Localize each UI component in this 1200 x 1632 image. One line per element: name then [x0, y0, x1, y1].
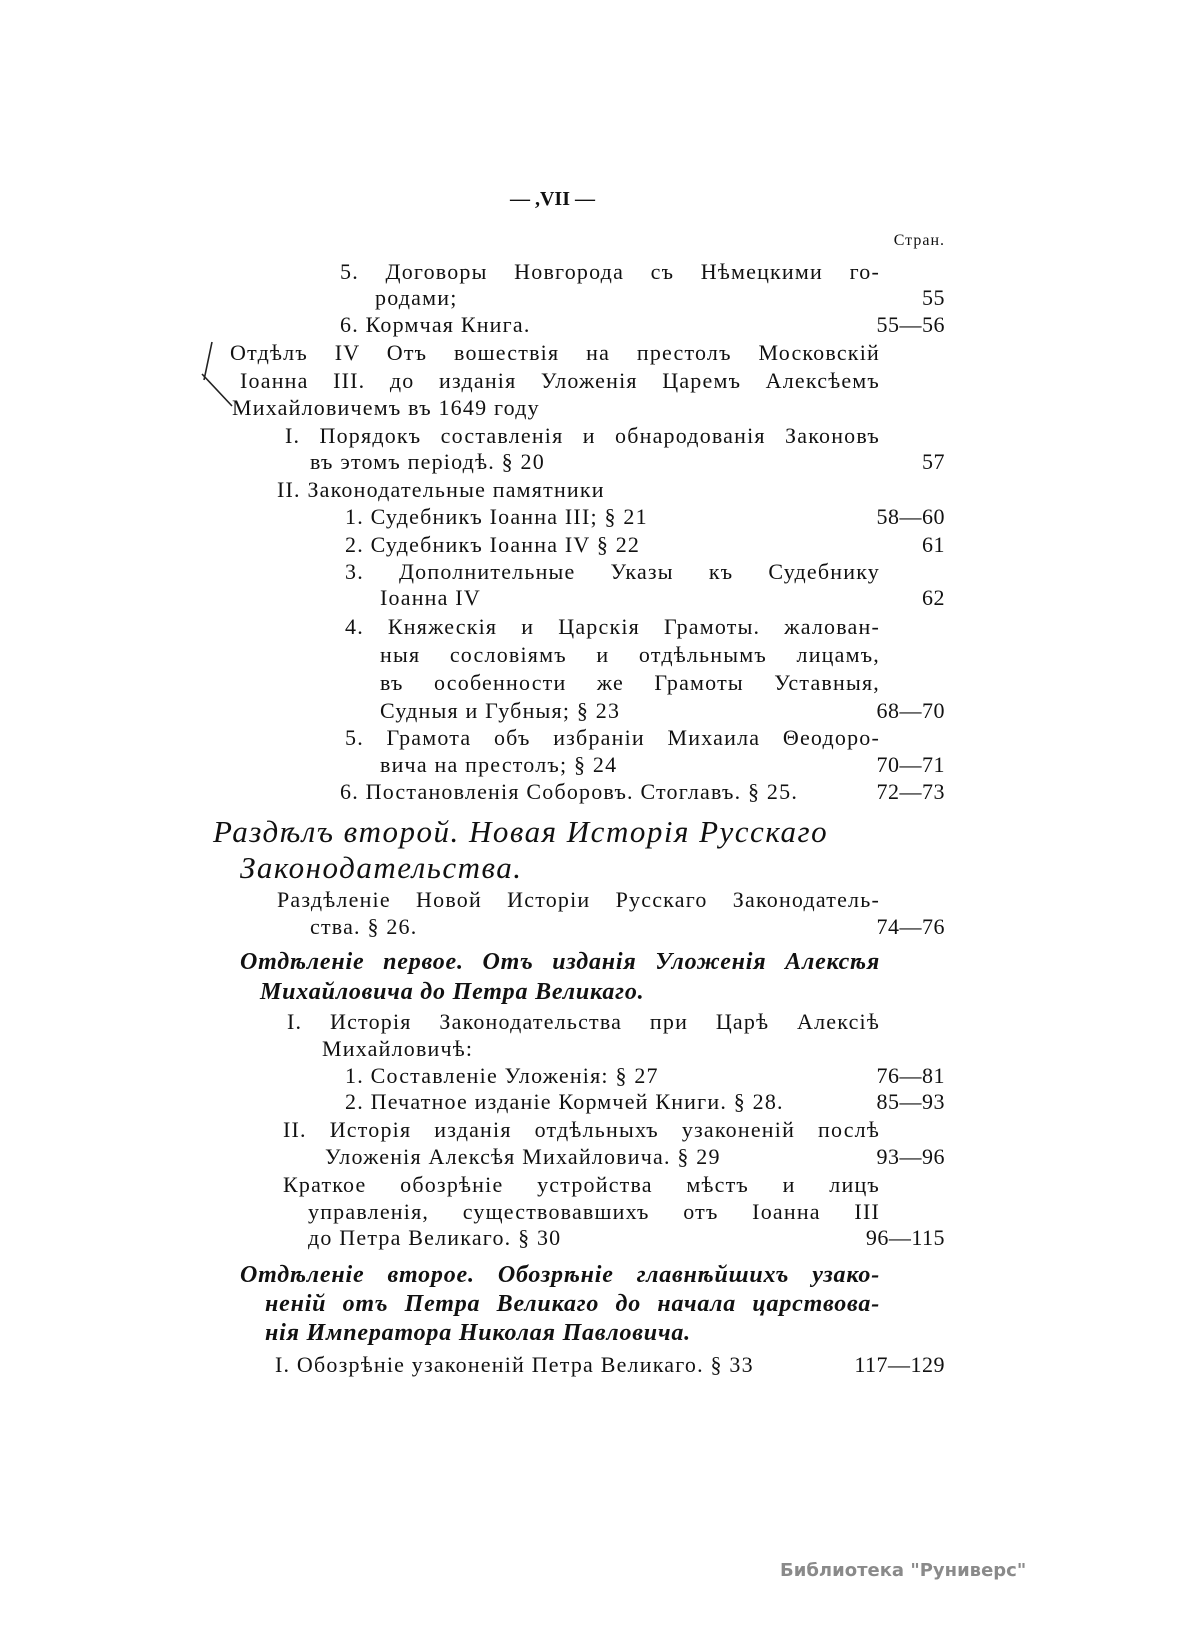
toc-line: Іоанна III. до изданія Уложенія Царемъ Алексѣемъ — [240, 368, 880, 393]
toc-line: 2. Судебникъ Іоанна IV § 22 — [345, 532, 641, 557]
toc-line: 5. Договоры Новгорода съ Нѣмецкими го- — [340, 259, 880, 284]
toc-line: родами; — [375, 285, 458, 310]
toc-page: 70—71 — [876, 752, 945, 777]
toc-page: 96—115 — [865, 1225, 945, 1250]
toc-line: Михайловичѣ: — [322, 1036, 474, 1061]
toc-line: Іоанна IV — [380, 585, 481, 610]
page-number-header: — ,VII — — [509, 188, 595, 210]
toc-page: 55—56 — [876, 312, 945, 337]
toc-line: управленія, существовавшихъ отъ Іоанна III — [308, 1199, 880, 1224]
toc-page: 72—73 — [876, 779, 945, 804]
toc-line: II. Законодательные памятники — [277, 477, 605, 502]
toc-line: 4. Княжескія и Царскія Грамоты. жалован- — [345, 614, 880, 639]
toc-line: 1. Судебникъ Іоанна III; § 21 — [345, 504, 648, 529]
toc-line: ства. § 26. — [310, 914, 418, 939]
toc-line: 6. Кормчая Книга. — [340, 312, 531, 337]
toc-line: 3. Дополнительные Указы къ Судебнику — [345, 559, 880, 584]
toc-line: до Петра Великаго. § 30 — [308, 1225, 562, 1250]
toc-line: въ особенности же Грамоты Уставныя, — [380, 670, 880, 695]
toc-line: I. Порядокъ составленія и обнародованія Законовъ — [285, 423, 880, 448]
toc-line: 6. Постановленія Соборовъ. Стоглавъ. § 25. — [340, 779, 799, 804]
toc-page: 61 — [922, 532, 945, 557]
toc-line: Раздѣленіе Новой Исторіи Русскаго Законодатель- — [277, 887, 880, 912]
toc-line: Михайловичемъ въ 1649 году — [232, 395, 540, 420]
toc-page: 74—76 — [876, 914, 945, 939]
toc-line: 5. Грамота объ избраніи Михаила Θеодоро- — [345, 725, 880, 750]
section-heading: Раздѣлъ второй. Новая Исторія Русскаго — [213, 814, 829, 849]
toc-page: 68—70 — [876, 698, 945, 723]
toc-line: Отдѣлъ IV Отъ вошествія на престолъ Московскій — [230, 340, 880, 365]
subsection-heading: неній отъ Петра Великаго до начала царствова- — [265, 1291, 880, 1317]
toc-line: 2. Печатное изданіе Кормчей Книги. § 28. — [345, 1089, 784, 1114]
toc-page: 57 — [922, 449, 945, 474]
toc-page: 85—93 — [876, 1089, 945, 1114]
toc-line: въ этомъ періодѣ. § 20 — [310, 449, 545, 474]
toc-line: I. Обозрѣніе узаконеній Петра Великаго. § 33 — [275, 1352, 754, 1377]
toc-page: 62 — [922, 585, 945, 610]
subsection-heading: нія Императора Николая Павловича. — [265, 1320, 691, 1346]
pages-column-label: Стран. — [893, 232, 945, 249]
toc-line: Уложенія Алексѣя Михайловича. § 29 — [325, 1144, 721, 1169]
toc-line: 1. Составленіе Уложенія: § 27 — [345, 1063, 659, 1088]
toc-page: 55 — [922, 285, 945, 310]
toc-page: 117—129 — [854, 1352, 945, 1377]
toc-page: 58—60 — [876, 504, 945, 529]
toc-line: II. Исторія изданія отдѣльныхъ узаконеній послѣ — [283, 1117, 880, 1142]
section-heading: Законодательства. — [240, 850, 523, 885]
subsection-heading: Отдѣленіе первое. Отъ изданія Уложенія Алексѣя — [240, 949, 880, 975]
toc-page: 76—81 — [876, 1063, 945, 1088]
toc-line: ныя сословіямъ и отдѣльнымъ лицамъ, — [380, 642, 880, 667]
toc-line: Судныя и Губныя; § 23 — [380, 698, 621, 723]
subsection-heading: Михайловича до Петра Великаго. — [260, 979, 645, 1005]
toc-line: Краткое обозрѣніе устройства мѣстъ и лицъ — [283, 1172, 880, 1197]
library-watermark: Библиотека "Руниверс" — [780, 1560, 1027, 1581]
toc-line: вича на престолъ; § 24 — [380, 752, 618, 777]
toc-line: I. Исторія Законодательства при Царѣ Алексіѣ — [287, 1009, 880, 1034]
toc-page: 93—96 — [876, 1144, 945, 1169]
subsection-heading: Отдѣленіе второе. Обозрѣніе главнѣйшихъ узако- — [240, 1262, 880, 1288]
